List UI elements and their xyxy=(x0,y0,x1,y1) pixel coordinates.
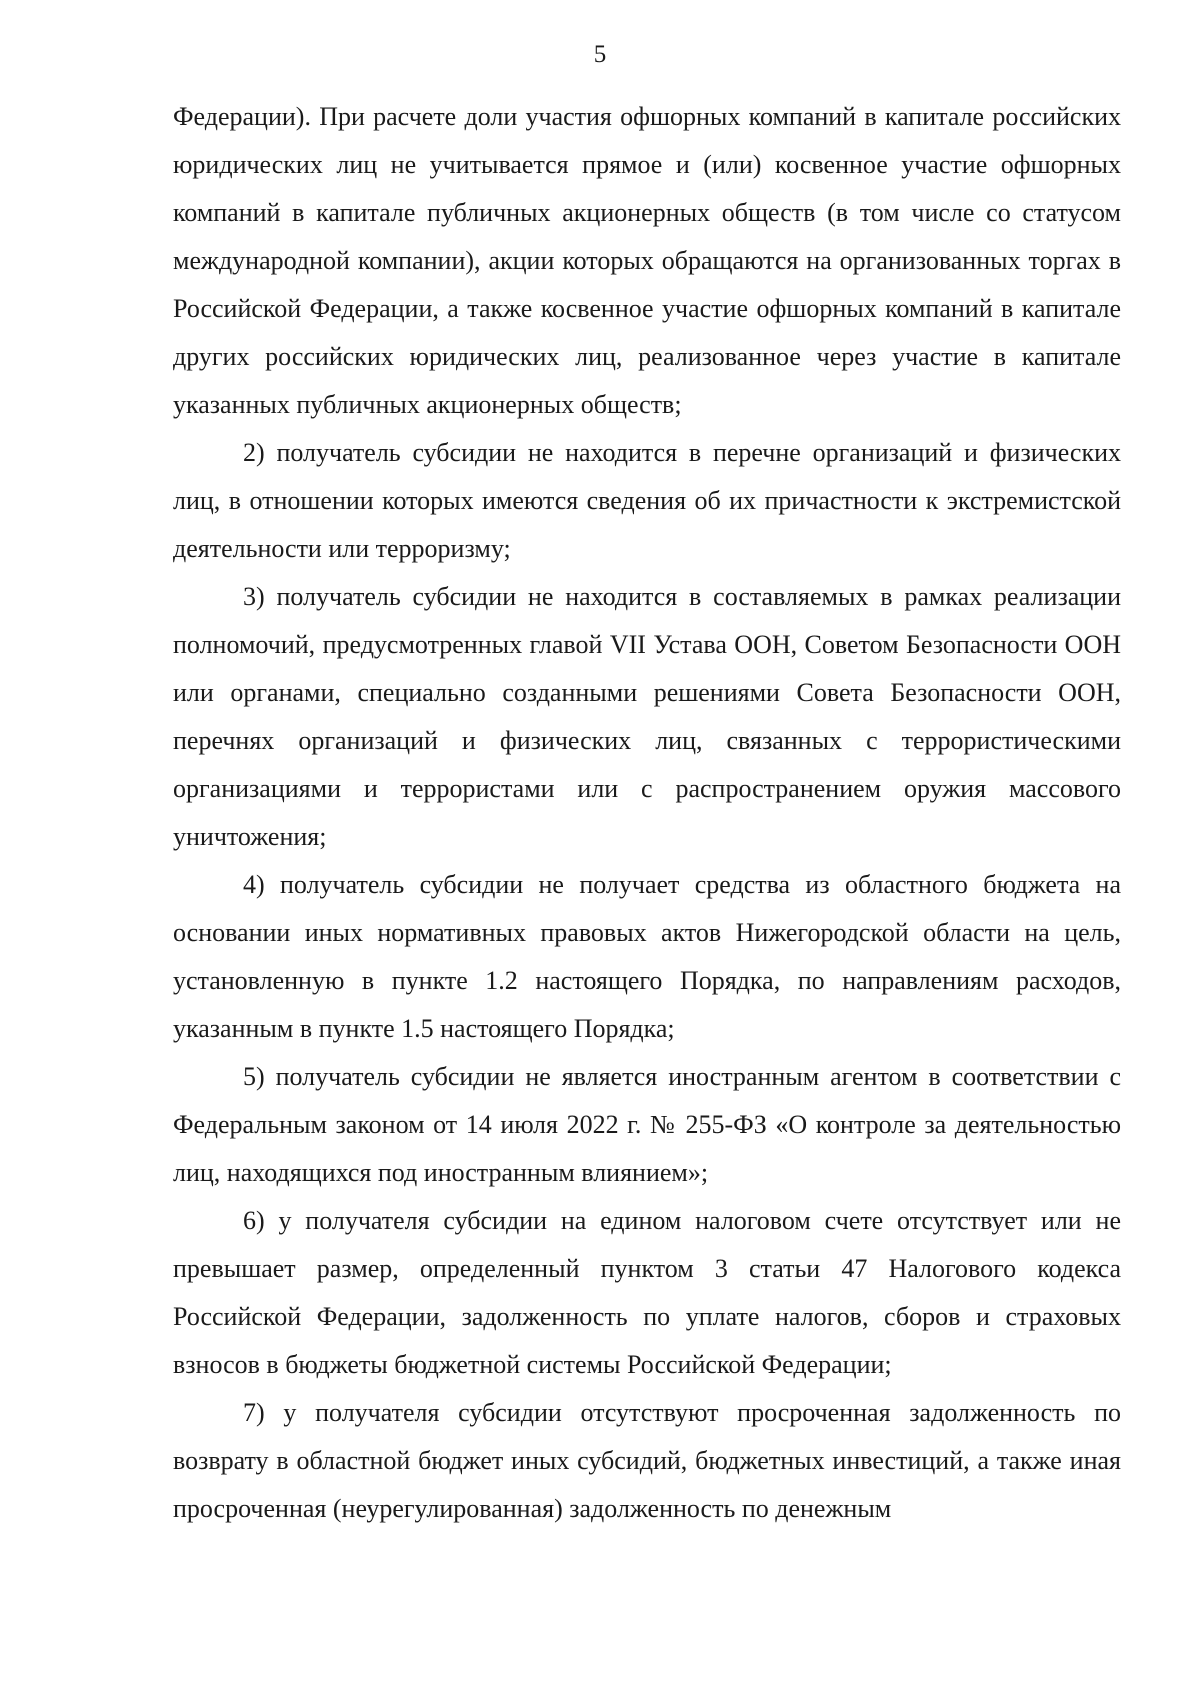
paragraph-item-2: 2) получатель субсидии не находится в перечне организаций и физических лиц, в отношении которых имеются сведения об их причастности к экстремистской деятельности или терроризму; xyxy=(173,438,1121,563)
paragraph-item-7: 7) у получателя субсидии отсутствуют просроченная задолженность по возврату в областной бюджет иных субсидий, бюджетных инвестиций, а также иная просроченная (неурегулированная) задолженность по денежным xyxy=(173,1398,1121,1523)
paragraph-item-5: 5) получатель субсидии не является иностранным агентом в соответствии с Федеральным законом от 14 июля 2022 г. № 255-ФЗ «О контроле за деятельностью лиц, находящихся под иностранным влиянием»; xyxy=(173,1062,1121,1187)
paragraph-item-6: 6) у получателя субсидии на едином налоговом счете отсутствует или не превышает размер, определенный пунктом 3 статьи 47 Налогового кодекса Российской Федерации, задолженность по уплате налогов, сборов и страховых взносов в бюджеты бюджетной системы Российской Федерации; xyxy=(173,1206,1121,1379)
page-number: 5 xyxy=(593,41,607,68)
paragraph-item-4: 4) получатель субсидии не получает средства из областного бюджета на основании иных нормативных правовых актов Нижегородской области на цель, установленную в пункте 1.2 настоящего Порядка, по направлениям расходов, указанным в пункте 1.5 настоящего Порядка; xyxy=(173,870,1121,1043)
paragraph-item-3: 3) получатель субсидии не находится в составляемых в рамках реализации полномочий, предусмотренных главой VII Устава ООН, Советом Безопасности ООН или органами, специально созданными решениями Совета Безопасности ООН, перечнях организаций и физических лиц, связанных с террористическими организациями и террористами или с распространением оружия массового уничтожения; xyxy=(173,582,1121,851)
document-body xyxy=(173,93,1121,1533)
paragraph-continuation: Федерации). При расчете доли участия офшорных компаний в капитале российских юридических лиц не учитывается прямое и (или) косвенное участие офшорных компаний в капитале публичных акционерных обществ (в том числе со статусом международной компании), акции которых обращаются на организованных торгах в Российской Федерации, а также косвенное участие офшорных компаний в капитале других российских юридических лиц, реализованное через участие в капитале указанных публичных акционерных обществ; xyxy=(173,102,1121,419)
